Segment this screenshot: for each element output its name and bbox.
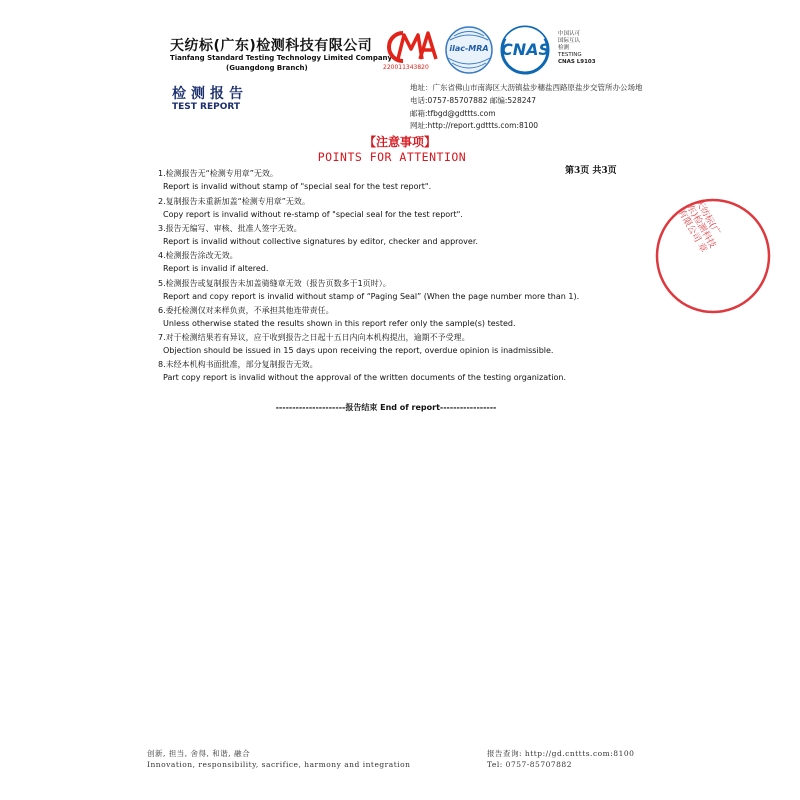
note-cn: 7.对于检测结果若有异议，应于收到报告之日起十五日内向本机构提出，逾期不予受理。 <box>158 333 470 342</box>
cert-line: 中国认可 <box>558 31 581 37</box>
cnas-logo <box>498 25 553 75</box>
contact-phone: 电话:0757-85707882 邮编:528247 <box>410 96 537 105</box>
note-en: Unless otherwise stated the results shown in this report refer only the sample(s) tested. <box>163 319 516 328</box>
note-cn: 5.检测报告或复制报告未加盖骑缝章无效（报告页数多于1页时）。 <box>158 279 391 288</box>
note-en: Report is invalid without stamp of "special seal for the test report". <box>163 182 432 191</box>
report-title-cn: 检测报告 <box>172 86 248 102</box>
footer-slogan-en: Innovation, responsibility, sacrifice, harmony and integration <box>147 760 411 769</box>
report-title-en: TEST REPORT <box>172 102 241 112</box>
note-cn: 6.委托检测仅对来样负责，不承担其他连带责任。 <box>158 306 334 315</box>
attention-title-en: POINTS FOR ATTENTION <box>317 150 467 164</box>
cnas-label: CNAS <box>500 40 551 59</box>
company-name-cn: 天纺标(广东)检测科技有限公司 <box>170 38 373 54</box>
note-en: Report is invalid if altered. <box>163 264 269 273</box>
footer-slogan-cn: 创新, 担当, 舍得, 和谐, 融合 <box>147 749 251 758</box>
footer-tel: Tel: 0757-85707882 <box>487 760 572 769</box>
note-en: Part copy report is invalid without the approval of the written documents of the testing organization. <box>163 373 566 382</box>
note-cn: 8.未经本机构书面批准，部分复制报告无效。 <box>158 360 318 369</box>
note-en: Report and copy report is invalid without stamp of “Paging Seal” (When the page number more than 1). <box>163 292 580 301</box>
company-branch-en: (Guangdong Branch) <box>226 64 308 72</box>
note-cn: 1.检测报告无“检测专用章”无效。 <box>158 169 278 178</box>
company-name-en: Tianfang Standard Testing Technology Limited Company <box>170 54 393 62</box>
note-en: Copy report is invalid without re-stamp of "special seal for the test report". <box>163 210 463 219</box>
cert-line: CNAS L9103 <box>558 59 596 65</box>
cma-number: 220011343820 <box>383 64 429 71</box>
contact-website: 网址:http://report.gdttts.com:8100 <box>410 121 539 130</box>
cert-line: 检测 <box>558 45 570 51</box>
ilac-mra-logo <box>444 25 494 75</box>
seal-text: 天纺标(广东)检测科技有限公司 章 <box>675 198 722 255</box>
note-en: Objection should be issued in 15 days upon receiving the report, overdue opinion is inadmissible. <box>163 346 554 355</box>
note-cn: 3.报告无编写、审核、批准人签字无效。 <box>158 224 302 233</box>
note-cn: 4.检测报告涂改无效。 <box>158 251 238 260</box>
ilac-mra-label: ilac-MRA <box>449 44 489 53</box>
cma-logo <box>384 27 438 71</box>
note-en: Report is invalid without collective signatures by editor, checker and approver. <box>163 237 478 246</box>
cert-line: 国际互认 <box>558 38 581 44</box>
cnas-cert-text <box>558 31 596 66</box>
contact-email: 邮箱:tfbgd@gdttts.com <box>410 109 496 118</box>
attention-title-cn: 【注意事项】 <box>363 135 436 149</box>
official-seal <box>648 196 722 316</box>
page-number: 第3页 共3页 <box>565 166 617 176</box>
note-cn: 2.复制报告未重新加盖“检测专用章”无效。 <box>158 197 310 206</box>
contact-address: 地址：广东省佛山市南海区大沥镇盐步穗盐西路原盐步交管所办公场地 <box>410 83 643 92</box>
footer-query: 报告查询: http://gd.cnttts.com:8100 <box>487 749 635 758</box>
end-of-report: ---------------------报告结束 End of report----------------- <box>275 403 497 412</box>
cert-line: TESTING <box>558 52 582 58</box>
